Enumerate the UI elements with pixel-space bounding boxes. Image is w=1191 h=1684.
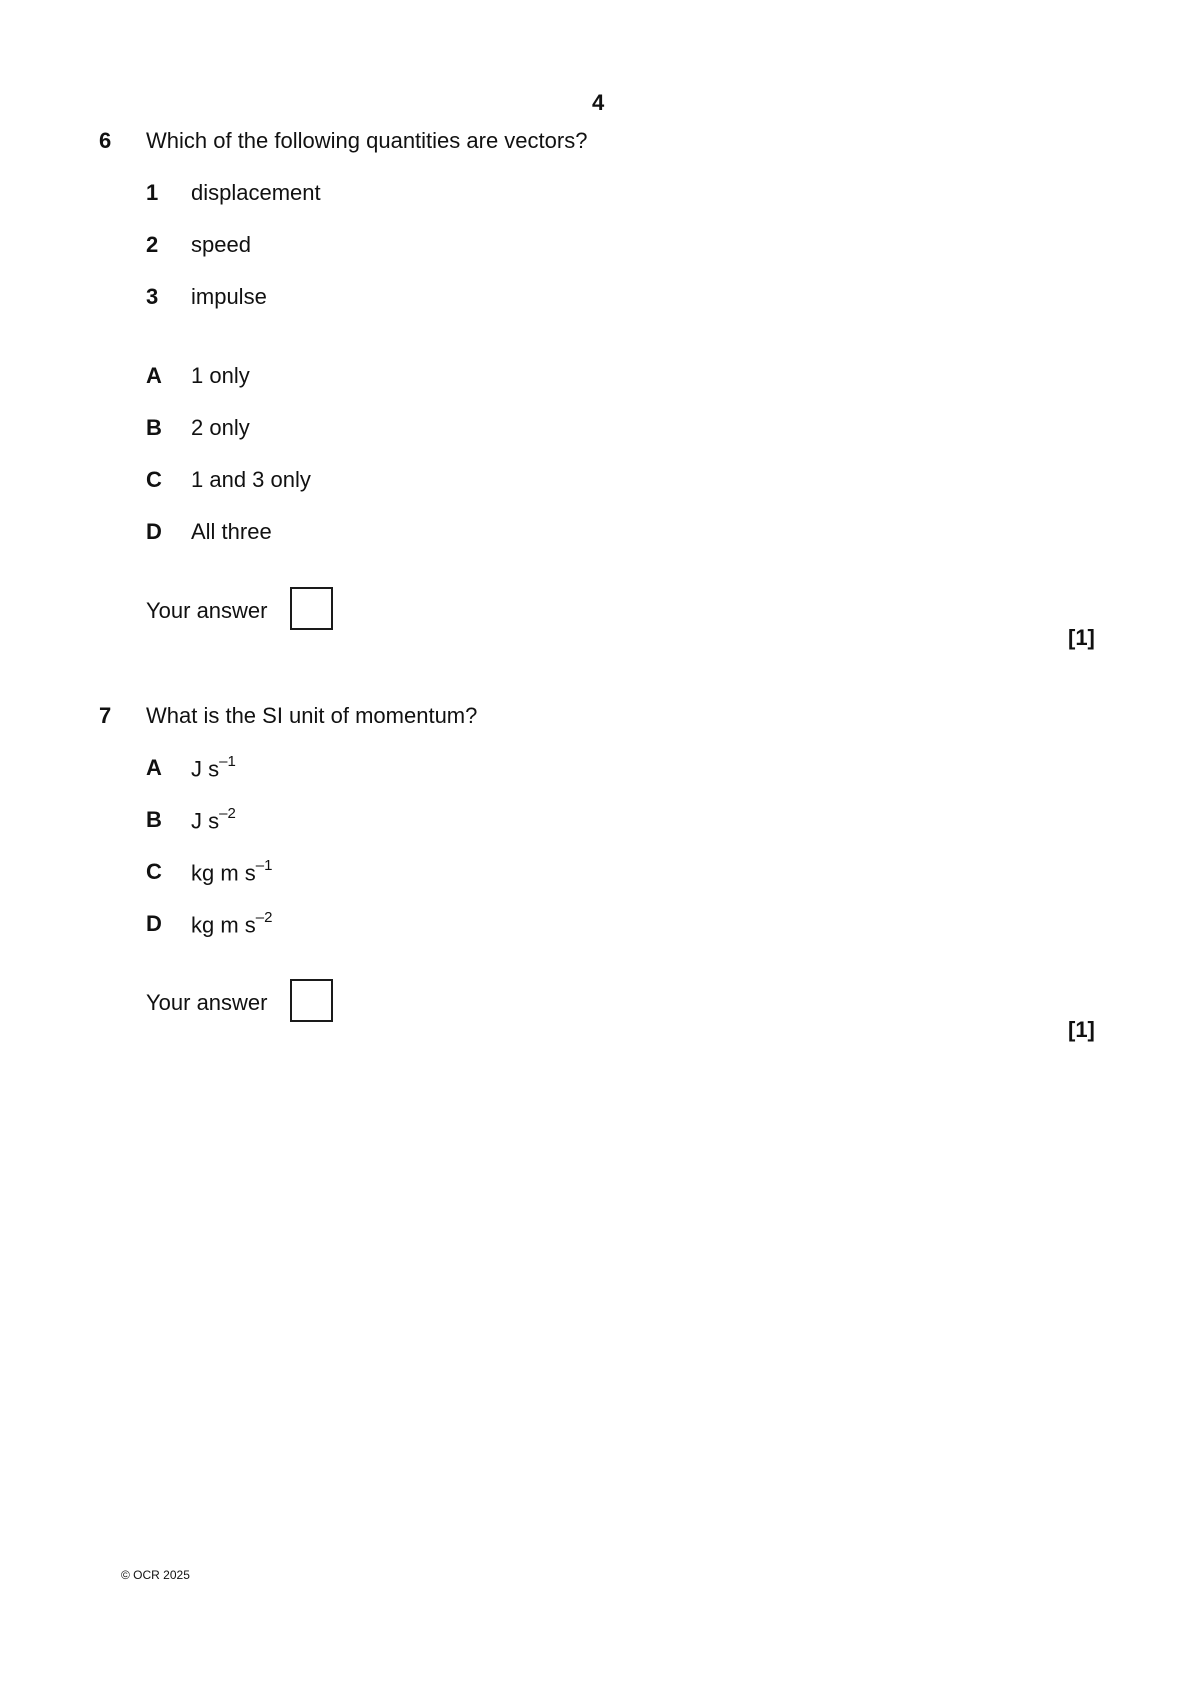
page-number: 4 xyxy=(592,90,605,115)
option-letter: C xyxy=(146,467,162,492)
unit-base: J s xyxy=(191,756,220,782)
question-number: 6 xyxy=(99,128,112,153)
question-number: 7 xyxy=(99,703,112,728)
unit-base: kg m s xyxy=(191,912,256,938)
unit-exponent: –2 xyxy=(255,909,273,926)
item-number: 2 xyxy=(146,232,159,257)
your-answer-label: Your answer xyxy=(146,598,268,623)
option-letter: B xyxy=(146,807,162,832)
answer-box-q7[interactable] xyxy=(290,979,333,1022)
item-text: displacement xyxy=(191,180,321,205)
item-text: impulse xyxy=(191,284,267,309)
marks-label: [1] xyxy=(1068,1017,1095,1042)
unit-exponent: –2 xyxy=(219,805,236,822)
option-letter: D xyxy=(146,911,162,936)
option-letter: A xyxy=(146,363,162,388)
unit-exponent: –1 xyxy=(255,857,273,874)
option-text xyxy=(191,755,236,782)
option-text xyxy=(191,911,272,938)
option-letter: D xyxy=(146,519,162,544)
marks-label: [1] xyxy=(1068,625,1095,650)
copyright-footer: © OCR 2025 xyxy=(121,1568,190,1582)
question-text: What is the SI unit of momentum? xyxy=(146,703,478,728)
your-answer-label: Your answer xyxy=(146,990,268,1015)
option-letter: B xyxy=(146,415,162,440)
option-text: 1 only xyxy=(191,363,250,388)
unit-base: kg m s xyxy=(191,860,256,886)
unit-base: J s xyxy=(191,808,220,834)
answer-box-q6[interactable] xyxy=(290,587,333,630)
option-text: 2 only xyxy=(191,415,250,440)
option-letter: A xyxy=(146,755,162,780)
item-number: 3 xyxy=(146,284,159,309)
item-text: speed xyxy=(191,232,251,257)
unit-exponent: –1 xyxy=(219,753,236,770)
option-letter: C xyxy=(146,859,162,884)
option-text xyxy=(191,807,236,834)
option-text xyxy=(191,859,272,886)
option-text: All three xyxy=(191,519,272,544)
question-text: Which of the following quantities are vectors? xyxy=(146,128,588,153)
item-number: 1 xyxy=(146,180,159,205)
option-text: 1 and 3 only xyxy=(191,467,311,492)
